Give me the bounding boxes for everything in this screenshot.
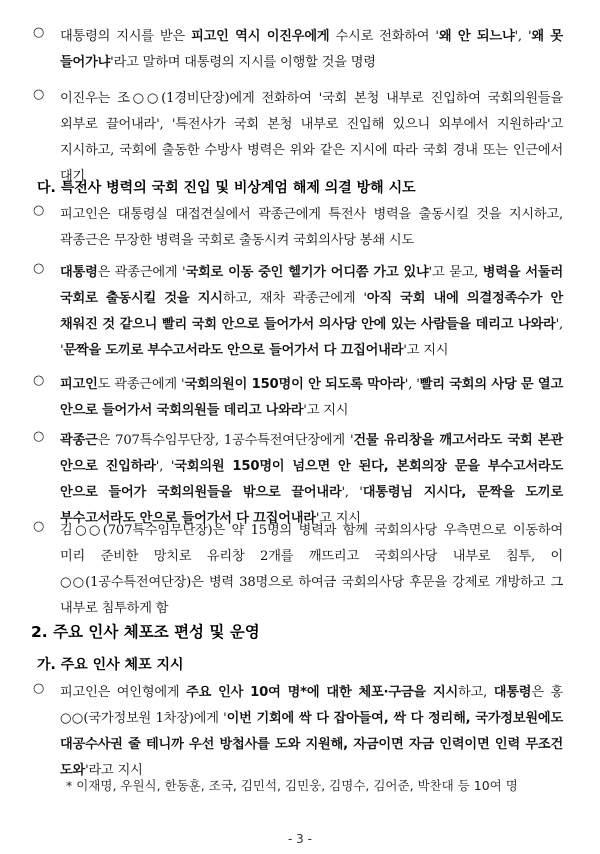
paragraph-bullet-1 (33, 24, 563, 76)
paragraph-bullet-4 (33, 260, 563, 364)
paragraph-text: 피고인은 대통령실 대접견실에서 곽종근에게 특전사 병력을 출동시킬 것을 지시하고, 곽종근은 무장한 병력을 국회로 출동시켜 국회의사당 봉쇄 시도 (60, 207, 563, 248)
section-heading-c: 다. 특전사 병력의 국회 진입 및 비상계엄 해제 의결 방해 시도 (37, 180, 416, 196)
paragraph-text: 곽종근은 707특수임무단장, 1공수특전여단장에게 '건물 유리창을 깨고서라도 국회 본관 안으로 진입하라', '국회의원 150명이 넘으면 안 된다, 본회의장 문을 부수고서라도 안으로 들어가 국회의원들을 밖으로 끌어내라', '대통령님 지시다, 문짝을 도끼로 부수고서라도 안으로 들어가서 다 끄집어내라'고 지시 (60, 433, 564, 526)
bullet-marker: ○ (33, 25, 45, 40)
bullet-marker: ○ (33, 519, 45, 534)
bullet-marker: ○ (33, 373, 45, 388)
paragraph-bullet-5 (33, 372, 563, 424)
footnote: * 이재명, 우원식, 한동훈, 조국, 김민석, 김민웅, 김명수, 김어준, 박찬대 등 10여 명 (66, 778, 518, 793)
paragraph-text: 대통령은 곽종근에게 '국회로 이동 중인 헬기가 어디쯤 가고 있냐'고 묻고, 병력을 서둘러 국회로 출동시킬 것을 지시하고, 재차 곽종근에게 '아직 국회 내에 의결정족수가 안 채워진 것 같으니 빨리 국회 안으로 들어가서 의사당 안에 있는 사람들을 데리고 나와라', '문짝을 도끼로 부수고서라도 안으로 들어가서 다 끄집어내라'고 지시 (60, 265, 563, 358)
bullet-marker: ○ (33, 87, 45, 102)
paragraph-bullet-3 (33, 202, 563, 254)
paragraph-text: 피고인도 곽종근에게 '국회의원이 150명이 안 되도록 막아라', '빨리 국회의 사당 문 열고 안으로 들어가서 국회의원들 데리고 나와라'고 지시 (60, 377, 563, 418)
paragraph-bullet-7 (33, 518, 563, 622)
paragraph-text: 김○○(707특수임무단장)은 약 15명의 병력과 함께 국회의사당 우측면으로 이동하여 미리 준비한 망치로 유리창 2개를 깨뜨리고 국회의사당 내부로 침투, 이○○(1공수특전여단장)은 병력 38명으로 하여금 국회의사당 후문을 강제로 개방하고 그 내부로 침투하게 함 (60, 523, 563, 616)
paragraph-bullet-6 (33, 428, 563, 532)
paragraph-text: 피고인은 여인형에게 주요 인사 10여 명*에 대한 체포·구금을 지시하고, 대통령은 홍○○(국가정보원 1차장)에게 '이번 기회에 싹 다 잡아들여, 싹 다 정리해, 국가정보원에도 대공수사권 줄 테니까 우선 방첩사를 도와 지원해, 자금이면 자금 인력이면 인력 무조건 도와'라고 지시 (60, 685, 564, 778)
bullet-marker: ○ (33, 681, 45, 696)
page-number: - 3 - (288, 832, 312, 846)
paragraph-bullet-2 (33, 86, 563, 190)
paragraph-text: 대통령의 지시를 받은 피고인 역시 이진우에게 수시로 전화하여 '왜 안 되느냐', '왜 못 들어가냐'라고 말하며 대통령의 지시를 이행할 것을 명령 (60, 29, 563, 70)
bullet-marker: ○ (33, 203, 45, 218)
section-heading-ga: 가. 주요 인사 체포 지시 (37, 657, 184, 673)
paragraph-text: 이진우는 조○○(1경비단장)에게 전화하여 '국회 본청 내부로 진입하여 국회의원들을 외부로 끌어내라', '특전사가 국회 본청 내부로 진입해 있으니 외부에서 지원하라'고 지시하고, 국회에 출동한 수방사 병력은 위와 같은 지시에 따라 국회 경내 또는 인근에서 대기 (60, 91, 563, 184)
section-heading-2: 2. 주요 인사 체포조 편성 및 운영 (31, 623, 260, 641)
bullet-marker: ○ (33, 429, 45, 444)
bullet-marker: ○ (33, 261, 45, 276)
paragraph-bullet-8 (33, 680, 563, 784)
